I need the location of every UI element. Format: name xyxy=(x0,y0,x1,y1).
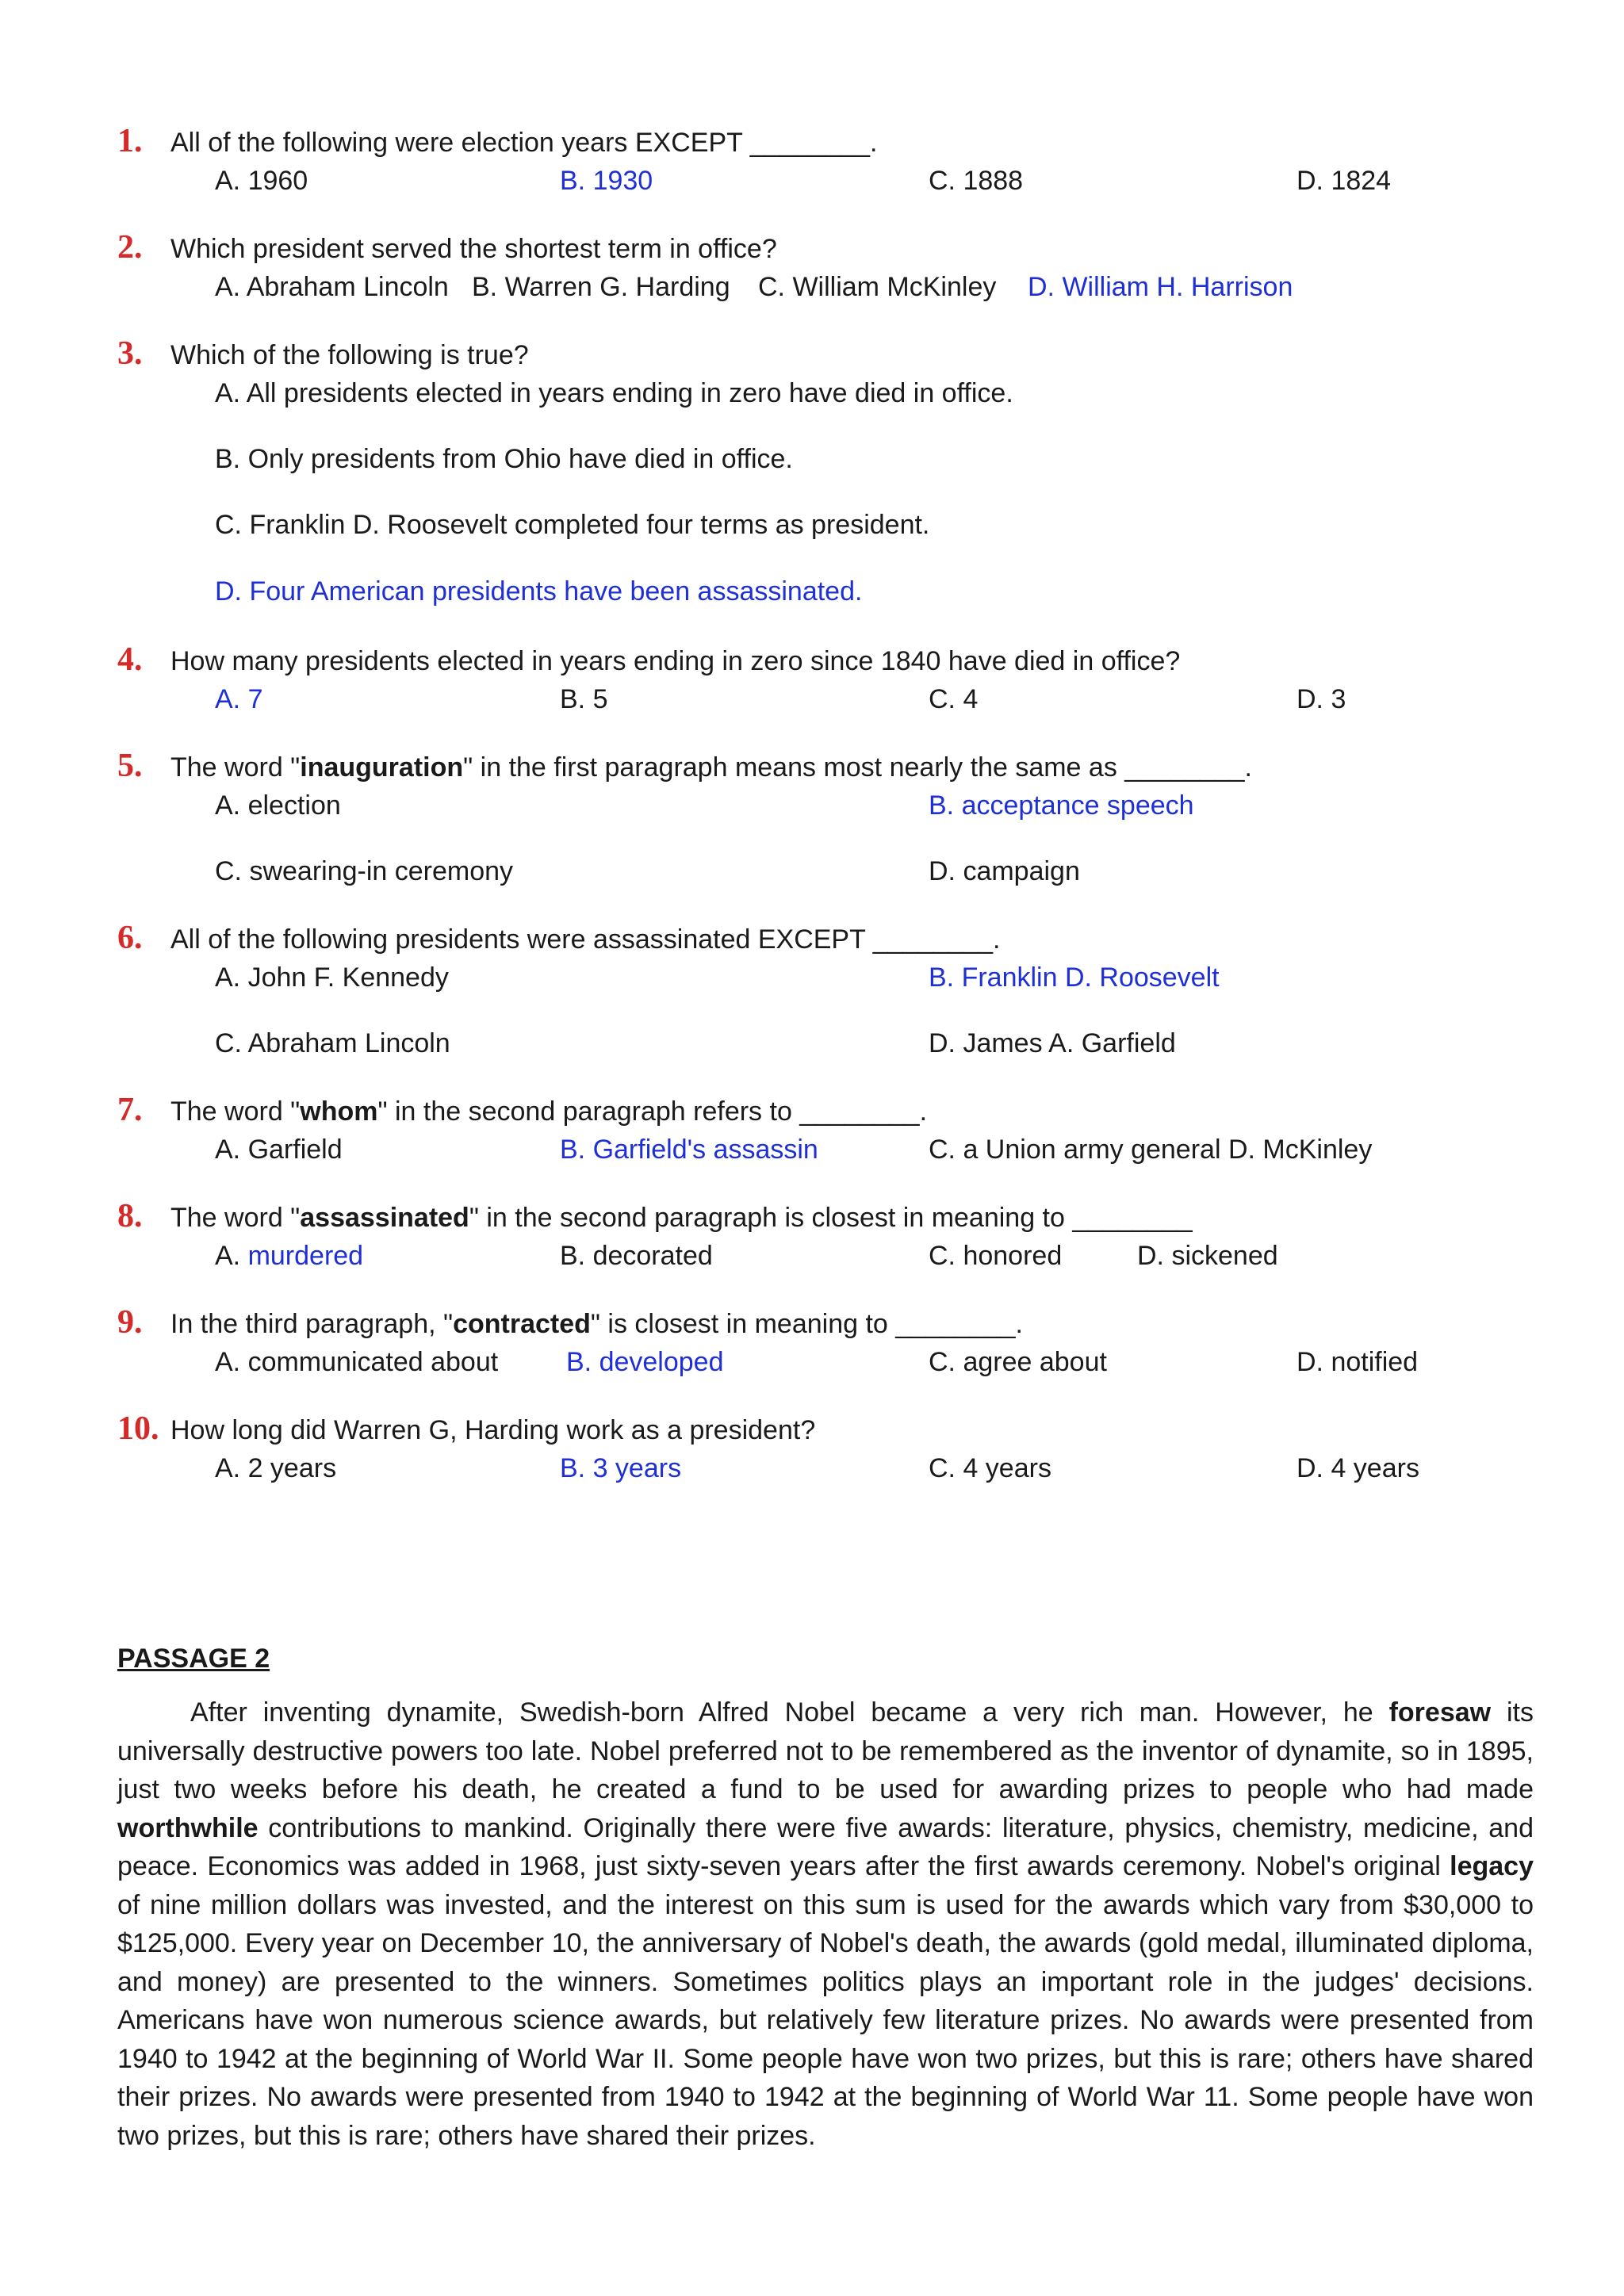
option-a-answer: murdered xyxy=(247,1241,364,1271)
option-b-answer: B. Franklin D. Roosevelt xyxy=(929,962,1220,993)
option-b: B. 5 xyxy=(560,684,608,714)
question-number: 6. xyxy=(117,920,143,956)
question-number: 2. xyxy=(117,229,143,266)
option-d: D. 4 years xyxy=(1297,1453,1419,1483)
option-c: C. William McKinley xyxy=(758,272,997,302)
stem-text: The word " xyxy=(170,1203,301,1233)
stem-keyword: whom xyxy=(300,1096,378,1127)
option-d: D. notified xyxy=(1297,1347,1419,1377)
option-a xyxy=(215,1238,363,1273)
question-number: 9. xyxy=(117,1304,143,1341)
option-b-answer: B. Garfield's assassin xyxy=(560,1135,818,1165)
option-b-answer: B. acceptance speech xyxy=(929,790,1194,821)
question-number: 3. xyxy=(117,335,143,372)
option-a: A. John F. Kennedy xyxy=(215,962,449,993)
passage-text: its universally destructive powers too late. Nobel preferred not to be remembered as the inventor of dynamite, so in 1895, just two weeks before his death, he created a fund to be used for awarding prizes to people who had made xyxy=(117,1697,1534,1804)
option-a: A. election xyxy=(215,790,341,821)
stem-keyword: inauguration xyxy=(300,752,464,783)
question-stem xyxy=(170,1307,1023,1341)
option-b: B. Warren G. Harding xyxy=(472,272,730,302)
option-d: D. 3 xyxy=(1297,684,1346,714)
question-stem xyxy=(170,750,1252,785)
option-c-d: C. a Union army general D. McKinley xyxy=(929,1135,1373,1165)
passage-keyword: foresaw xyxy=(1388,1697,1492,1728)
question-stem: Which of the following is true? xyxy=(170,340,529,370)
question-stem xyxy=(170,1094,927,1129)
option-a: A. 2 years xyxy=(215,1453,337,1483)
stem-keyword: contracted xyxy=(453,1309,591,1339)
option-a: A. Abraham Lincoln xyxy=(215,272,449,302)
question-stem: All of the following were election years EXCEPT ________. xyxy=(170,128,878,158)
passage-text: of nine million dollars was invested, and the interest on this sum is used for the awards which vary from $30,000 to $125,000. Every year on December 10, the anniversary of Nobel's death, the awards (gold medal, illuminated diploma, and money) are presented to the winners. Sometimes politics plays an important role in the judges' decisions. Americans have won numerous science awards, but relatively few literature prizes. No awards were presented from 1940 to 1942 at the beginning of World War II. Some people have won two prizes, but this is rare; others have shared their prizes. No awards were presented from 1940 to 1942 at the beginning of World War 11. Some people have won two prizes, but this is rare; others have shared their prizes. xyxy=(117,1889,1534,2151)
stem-text: " is closest in meaning to ________. xyxy=(590,1309,1023,1339)
option-d-answer: D. William H. Harrison xyxy=(1028,272,1293,302)
option-d: D. sickened xyxy=(1137,1241,1278,1271)
option-c: C. 4 years xyxy=(929,1453,1051,1483)
option-a-answer: A. 7 xyxy=(215,684,263,714)
option-b: B. decorated xyxy=(560,1241,713,1271)
option-d: D. James A. Garfield xyxy=(929,1028,1176,1058)
question-number: 5. xyxy=(117,748,143,784)
stem-text: " in the second paragraph is closest in meaning to ________ xyxy=(469,1203,1193,1233)
option-a: A. Garfield xyxy=(215,1135,343,1165)
option-c: C. honored xyxy=(929,1241,1063,1271)
stem-keyword: assassinated xyxy=(300,1203,469,1233)
passage-text: After inventing dynamite, Swedish-born Alfred Nobel became a very rich man. However, he xyxy=(190,1697,1389,1728)
stem-text: The word " xyxy=(170,752,301,783)
question-stem: How long did Warren G, Harding work as a president? xyxy=(170,1415,816,1445)
stem-text: The word " xyxy=(170,1096,301,1127)
question-stem: Which president served the shortest term in office? xyxy=(170,234,777,264)
option-c: C. Abraham Lincoln xyxy=(215,1028,450,1058)
option-b-answer: B. developed xyxy=(566,1347,724,1377)
option-c: C. 4 xyxy=(929,684,979,714)
passage-text: contributions to mankind. Originally there were five awards: literature, physics, chemistry, medicine, and peace. Economics was added in 1968, just sixty-seven years after the first awards ceremony. Nobel's original xyxy=(117,1812,1534,1881)
option-c: C. swearing-in ceremony xyxy=(215,856,514,886)
option-c: C. agree about xyxy=(929,1347,1107,1377)
question-number: 4. xyxy=(117,641,143,678)
option-d: D. 1824 xyxy=(1297,166,1392,196)
option-b: B. Only presidents from Ohio have died in office. xyxy=(215,444,793,474)
option-a: A. 1960 xyxy=(215,166,308,196)
option-d-answer: D. Four American presidents have been assassinated. xyxy=(215,576,863,607)
question-stem xyxy=(170,1200,1193,1235)
option-c: C. 1888 xyxy=(929,166,1024,196)
option-d: D. campaign xyxy=(929,856,1080,886)
question-number: 10. xyxy=(117,1410,159,1447)
option-b-answer: B. 1930 xyxy=(560,166,653,196)
stem-text: " in the second paragraph refers to ________. xyxy=(377,1096,928,1127)
option-c: C. Franklin D. Roosevelt completed four terms as president. xyxy=(215,510,930,540)
question-number: 8. xyxy=(117,1198,143,1234)
question-number: 1. xyxy=(117,123,143,159)
option-a-letter: A. xyxy=(215,1241,248,1271)
passage-keyword: worthwhile xyxy=(117,1812,259,1843)
question-stem: All of the following presidents were assassinated EXCEPT ________. xyxy=(170,924,1001,955)
option-b-answer: B. 3 years xyxy=(560,1453,682,1483)
question-stem: How many presidents elected in years ending in zero since 1840 have died in office? xyxy=(170,646,1181,676)
option-a: A. All presidents elected in years ending in zero have died in office. xyxy=(215,378,1013,408)
passage-keyword: legacy xyxy=(1450,1851,1534,1881)
stem-text: In the third paragraph, " xyxy=(170,1309,454,1339)
option-a: A. communicated about xyxy=(215,1347,499,1377)
passage-body xyxy=(117,1693,1534,2155)
question-number: 7. xyxy=(117,1092,143,1128)
passage-title: PASSAGE 2 xyxy=(117,1644,270,1674)
stem-text: " in the first paragraph means most nearly the same as ________. xyxy=(463,752,1252,783)
